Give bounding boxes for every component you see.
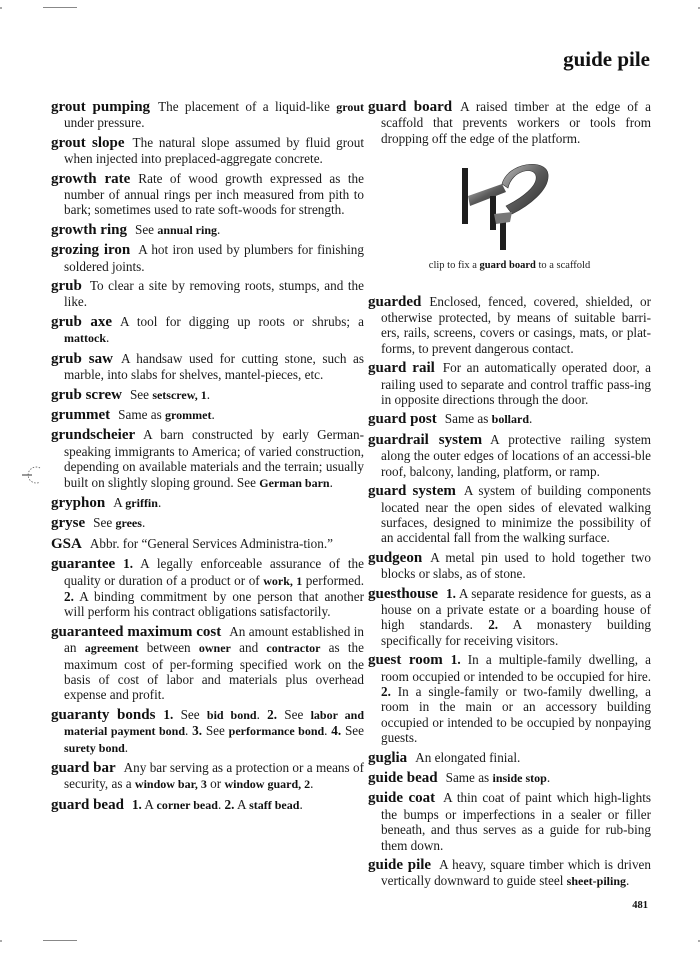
definition-text: Same as xyxy=(444,411,492,427)
definition-text: An amount established in an xyxy=(64,623,364,656)
headword: grub axe xyxy=(51,313,113,330)
dictionary-entry xyxy=(368,411,651,427)
headword: grozing iron xyxy=(51,242,131,259)
headword: guarded xyxy=(368,293,422,310)
headword: guard board xyxy=(368,99,453,115)
definition-text: . xyxy=(529,411,533,427)
definition-text: The natural slope assumed by fluid grout when injected into preplaced-aggregate concrete. xyxy=(64,134,364,167)
figure xyxy=(368,160,651,273)
dictionary-entry xyxy=(51,222,364,238)
headword: grub saw xyxy=(51,350,113,367)
dictionary-entry xyxy=(51,387,364,403)
sense-number: 2. xyxy=(224,796,235,812)
figure-caption xyxy=(368,258,651,273)
dictionary-entry xyxy=(51,351,364,383)
cross-reference-link[interactable]: performance bond xyxy=(228,724,325,739)
cross-reference-link[interactable]: labor and material payment bond xyxy=(64,707,365,739)
cross-reference-link[interactable]: bollard xyxy=(491,412,530,427)
definition-text: A xyxy=(113,494,126,510)
definition-text: . xyxy=(217,796,225,812)
definition-text: A protective railing system along the outer edges of locations of an accessi-ble roof, balcony, landing, platform, or ramp. xyxy=(381,431,651,479)
definition-text: An elongated finial. xyxy=(415,749,521,765)
definition-text: A monastery building specifically for receiving visitors. xyxy=(381,617,651,648)
definition-text: A xyxy=(141,796,157,812)
dictionary-entry xyxy=(51,407,364,423)
cross-reference-link[interactable]: griffin xyxy=(125,495,158,510)
definition-text: See xyxy=(202,723,229,739)
definition-text: performed. xyxy=(302,572,365,588)
page-number: 481 xyxy=(632,900,648,911)
definition-text: In a single-family or two-family dwelling, a room in the main or an accessory building occupied or intended to be occupied by nonpaying guests. xyxy=(381,683,651,746)
headword: guardrail system xyxy=(368,431,483,448)
dictionary-entry xyxy=(51,314,364,347)
dictionary-entry xyxy=(368,770,651,786)
headword: gryphon xyxy=(51,494,106,511)
definition-text: . xyxy=(546,770,551,785)
definition-text: A handsaw used for cutting stone, such as marble, into slabs for shelves, mantel-pieces, etc. xyxy=(64,350,364,383)
cross-reference-link[interactable]: window bar, 3 xyxy=(134,777,207,792)
headword: guide coat xyxy=(368,790,436,807)
dictionary-entry xyxy=(368,550,651,582)
cross-reference-link[interactable]: grommet xyxy=(165,407,212,422)
sense-number: 1. xyxy=(131,796,142,812)
headword: guard system xyxy=(368,483,456,500)
definition-text: as the maximum cost of per-forming specified work on the basis of cost of labor and materials plus overhead expense and profit. xyxy=(64,640,364,703)
sense-number: 4. xyxy=(331,723,342,739)
definition-text: . xyxy=(217,221,221,237)
headword: growth rate xyxy=(51,170,131,187)
caption-cross-reference[interactable]: guard board xyxy=(479,260,536,272)
definition-text: A metal pin used to hold together two blocks or slabs, as of stone. xyxy=(381,549,651,582)
dictionary-entry xyxy=(368,750,651,766)
cross-reference-link[interactable]: staff bead xyxy=(249,797,300,812)
definition-text: See xyxy=(277,706,311,722)
dictionary-entry xyxy=(51,171,364,218)
dictionary-entry xyxy=(368,652,651,745)
definition-text: Same as xyxy=(118,406,166,422)
definition-text: . xyxy=(329,474,333,490)
definition-text: A hot iron used by plumbers for finishing soldered joints. xyxy=(64,242,364,274)
definition-text: A system of building components located near the open sides of elevated walking surfaces, designed to minimize the possibility of an accidental fall from the walking surface. xyxy=(381,483,651,546)
cross-reference-link[interactable]: window guard, 2 xyxy=(224,777,311,792)
definition-text: . xyxy=(324,723,332,739)
dictionary-entry xyxy=(368,360,651,407)
right-column xyxy=(368,99,651,894)
definition-text: or xyxy=(206,776,225,792)
cross-reference-link[interactable]: contractor xyxy=(266,641,321,656)
headword: guarantee xyxy=(51,556,116,573)
sense-number: 1. xyxy=(446,585,456,601)
headword: guard post xyxy=(368,411,437,428)
sense-number: 2. xyxy=(64,588,74,604)
definition-text: A xyxy=(234,796,250,812)
definition-text: See xyxy=(173,706,207,722)
headword: grout pumping xyxy=(51,99,151,115)
sense-number: 2. xyxy=(488,617,499,633)
definition-text: See xyxy=(129,386,153,402)
definition-text: A barn constructed by early German-speaking immigrants to America; of varied construction, depending on available materials and the terrain; usually built on slightly sloping ground. See xyxy=(64,427,364,490)
definition-text: A raised timber at the edge of a scaffold that prevents workers or tools from dropping off the edge of the platform. xyxy=(381,99,652,146)
definition-text: A thin coat of paint which high-lights the bumps or imperfections in a sealer or filler beneath, and thus serves as a guide for rub-bing them down. xyxy=(381,790,651,853)
headword: gudgeon xyxy=(368,549,423,566)
sense-number: 2. xyxy=(381,683,391,699)
definition-text: Abbr. for “General Services Administra-tion.” xyxy=(89,535,334,551)
cross-reference-link[interactable]: grees xyxy=(115,516,142,531)
definition-text: A tool for digging up roots or shrubs; a xyxy=(120,313,364,329)
definition-text: Enclosed, fenced, covered, shielded, or otherwise protected, by means of suitable barri-ers, rails, screens, covers or casings, mats, or plat-forms, to prevent dangerous contact. xyxy=(381,293,651,356)
headword: GSA xyxy=(51,535,82,552)
dictionary-entry xyxy=(51,495,364,511)
cross-reference-link[interactable]: work, 1 xyxy=(263,573,303,588)
headword: grummet xyxy=(51,406,111,423)
definition-text: . xyxy=(157,494,162,510)
definition-text: . xyxy=(124,739,129,755)
cross-reference-link[interactable]: surety bond xyxy=(64,740,125,755)
definition-text: under pressure. xyxy=(64,115,145,131)
dictionary-entry xyxy=(368,586,651,649)
cross-reference-link[interactable]: setscrew, 1 xyxy=(152,387,207,402)
dictionary-entry xyxy=(51,760,364,793)
headword: guide bead xyxy=(368,770,438,786)
definition-text: In a multiple-family dwelling, a room occupied or intended to be occupied for hire. xyxy=(381,652,651,684)
sense-number: 3. xyxy=(192,723,203,739)
dictionary-entry xyxy=(51,99,364,131)
cross-reference-link[interactable]: annual ring xyxy=(157,222,218,237)
sense-number: 2. xyxy=(267,706,278,722)
headword: guard bead xyxy=(51,796,124,813)
dictionary-entry xyxy=(51,797,364,813)
definition-text: Same as xyxy=(445,770,493,785)
crop-mark-top xyxy=(43,7,77,8)
cross-reference-link[interactable]: sheet-piling xyxy=(566,874,627,889)
definition-text: . xyxy=(299,796,303,812)
dictionary-entry xyxy=(368,294,651,357)
headword: guesthouse xyxy=(368,585,439,602)
definition-text: See xyxy=(134,221,158,237)
headword: grout slope xyxy=(51,134,125,151)
definition-text: . xyxy=(141,515,146,531)
cross-reference-link[interactable]: bid bond xyxy=(206,707,257,722)
headword: guaranty bonds xyxy=(51,706,156,723)
headword: guest room xyxy=(368,652,443,669)
definition-text: Any bar serving as a protection or a means of security, as a xyxy=(64,760,364,792)
headword: guglia xyxy=(368,749,408,766)
definition-text: See xyxy=(341,723,365,739)
headword: grundscheier xyxy=(51,427,136,444)
dictionary-entry xyxy=(368,432,651,479)
headword: guaranteed maximum cost xyxy=(51,623,222,640)
edge-mark xyxy=(0,940,2,942)
guard-board-clip-icon xyxy=(450,160,570,252)
definition-text: A separate residence for guests, as a house on a private estate or a boarding house of high standards. xyxy=(381,585,651,633)
definition-text: . xyxy=(256,706,268,722)
definition-text: The placement of a liquid-like xyxy=(158,99,337,114)
margin-annotation-icon xyxy=(22,466,52,484)
definition-text: A binding commitment by one person that another will perform his contract obligations satisfactorily. xyxy=(64,588,364,620)
headword: guide pile xyxy=(368,857,432,874)
headword: growth ring xyxy=(51,221,127,238)
cross-reference-link[interactable]: agreement xyxy=(84,641,139,656)
definition-text: A heavy, square timber which is driven vertically downward to guide steel xyxy=(381,857,651,889)
dictionary-entry xyxy=(368,790,651,853)
dictionary-entry xyxy=(368,483,651,546)
headword: gryse xyxy=(51,515,86,532)
dictionary-entry xyxy=(51,135,364,167)
definition-text: between xyxy=(138,640,199,656)
cross-reference-link[interactable]: mattock xyxy=(64,331,106,346)
definition-text: and xyxy=(230,640,267,656)
definition-text: . xyxy=(106,330,110,346)
definition-text: . xyxy=(310,776,314,792)
left-column xyxy=(51,99,364,817)
dictionary-entry xyxy=(51,278,364,310)
definition-text: For an automatically operated door, a railing used to separate and control traffic pass-ing in opposite directions through the door. xyxy=(381,360,651,408)
edge-mark xyxy=(0,7,2,9)
cross-reference-link[interactable]: owner xyxy=(198,641,231,656)
cross-reference-link[interactable]: grout xyxy=(336,100,365,114)
dictionary-entry xyxy=(51,707,364,756)
headword: grub xyxy=(51,278,82,295)
headword: grub screw xyxy=(51,386,122,403)
running-head: guide pile xyxy=(563,47,650,71)
definition-text: To clear a site by removing roots, stumps, and the like. xyxy=(64,278,364,310)
dictionary-entry xyxy=(368,99,651,146)
headword: guard rail xyxy=(368,360,435,377)
dictionary-entry xyxy=(51,536,364,552)
definition-text: . xyxy=(626,873,630,889)
sense-number: 1. xyxy=(450,652,461,668)
definition-text: . xyxy=(185,723,193,739)
definition-text: See xyxy=(93,515,116,531)
crop-mark-bottom xyxy=(43,940,77,941)
cross-reference-link[interactable]: corner bead xyxy=(156,797,218,812)
dictionary-entry xyxy=(368,857,651,890)
dictionary-entry xyxy=(51,556,364,620)
dictionary-entry xyxy=(51,515,364,531)
sense-number: 1. xyxy=(163,706,174,722)
caption-text: to a scaffold xyxy=(535,260,591,272)
dictionary-entry xyxy=(51,624,364,703)
dictionary-entry xyxy=(51,242,364,274)
sense-number: 1. xyxy=(123,556,134,572)
dictionary-entry xyxy=(51,427,364,491)
cross-reference-link[interactable]: German barn xyxy=(259,475,330,490)
definition-text: A legally enforceable assurance of the quality or duration of a product or of xyxy=(64,556,364,588)
caption-text: clip to fix a xyxy=(428,260,480,272)
definition-text: Rate of wood growth expressed as the number of annual rings per inch measured from pith to bark; sometimes used to rate soft-woods for strength. xyxy=(64,170,364,218)
cross-reference-link[interactable]: inside stop xyxy=(492,771,547,785)
headword: guard bar xyxy=(51,760,116,777)
definition-text: . xyxy=(211,406,215,422)
definition-text: . xyxy=(206,386,211,402)
